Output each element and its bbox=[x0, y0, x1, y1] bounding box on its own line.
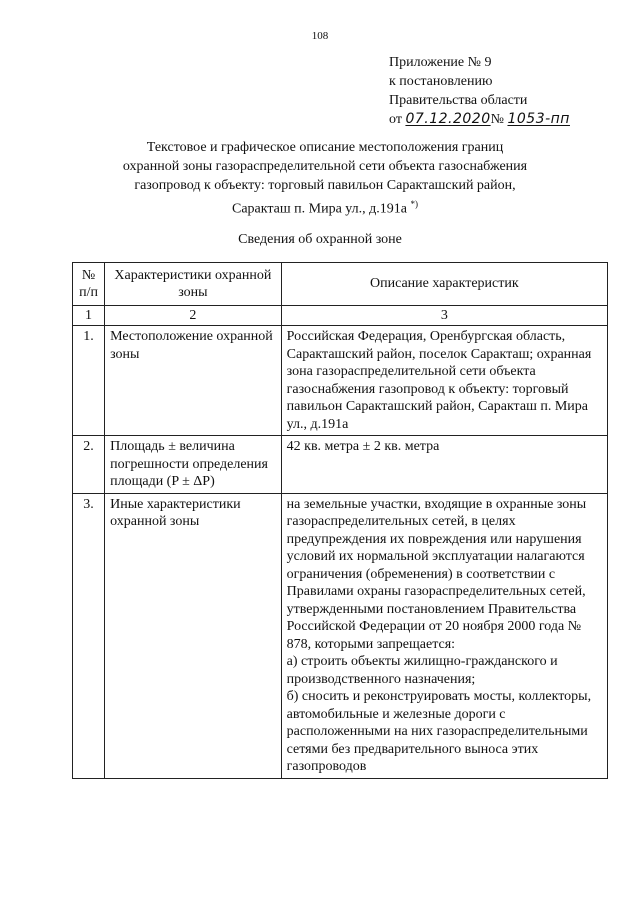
appendix-date-prefix: от bbox=[389, 112, 402, 127]
title-line-2: охранной зоны газораспределительной сети объекта газоснабжения bbox=[122, 159, 528, 174]
index-cell-2: 2 bbox=[105, 306, 282, 326]
row-description: 42 кв. метра ± 2 кв. метра bbox=[281, 436, 607, 494]
table-row bbox=[73, 436, 608, 494]
restriction-item-a: а) строить объекты жилищно-гражданского и производственного назначения; bbox=[286, 654, 558, 687]
header-characteristic: Характеристики охранной зоны bbox=[105, 263, 282, 306]
title-line-4 bbox=[90, 195, 560, 219]
document-title bbox=[90, 138, 560, 219]
table-row bbox=[73, 326, 608, 436]
header-num: № п/п bbox=[73, 263, 105, 306]
row-description bbox=[281, 493, 607, 778]
section-subtitle: Сведения об охранной зоне bbox=[238, 232, 402, 247]
row-num: 1. bbox=[73, 326, 105, 436]
title-line-4-text: Саракташ п. Мира ул., д.191а bbox=[231, 201, 408, 217]
number-sign: № bbox=[490, 112, 504, 127]
appendix-line-1: Приложение № 9 bbox=[389, 55, 492, 70]
appendix-date-line bbox=[389, 110, 570, 129]
table-header-row bbox=[73, 263, 608, 306]
row-description-text: на земельные участки, входящие в охранные зоны газораспределительных сетей, в целях предупреждения их повреждения или нарушения условий их нормальной эксплуатации налагаются ограничения (обременения) в соответствии с Правилами охраны газораспределительных сетей, утвержденными постановлением Правительства Российской Федерации от 20 ноября 2000 года № 878, которыми запрещается: bbox=[286, 496, 587, 652]
appendix-line-3: Правительства области bbox=[389, 93, 528, 108]
table-row bbox=[73, 493, 608, 778]
row-characteristic: Площадь ± величина погрешности определения площади (P ± ΔP) bbox=[105, 436, 282, 494]
row-characteristic: Местоположение охранной зоны bbox=[105, 326, 282, 436]
row-num: 3. bbox=[73, 493, 105, 778]
index-cell-3: 3 bbox=[281, 306, 607, 326]
appendix-line-2: к постановлению bbox=[389, 74, 493, 89]
row-num: 2. bbox=[73, 436, 105, 494]
zone-table bbox=[72, 262, 608, 779]
page-number: 108 bbox=[311, 30, 329, 42]
appendix-block bbox=[389, 53, 570, 129]
handwritten-date: 07.12.2020 bbox=[405, 111, 491, 127]
row-characteristic: Иные характеристики охранной зоны bbox=[105, 493, 282, 778]
row-description: Российская Федерация, Оренбургская область, Саракташский район, поселок Саракташ; охранная зона газораспределительной сети объекта газоснабжения газопровод к объекту: торговый павильон Саракташский район, Саракташ п. Мира ул., д.191а bbox=[281, 326, 607, 436]
title-line-1: Текстовое и графическое описание местоположения границ bbox=[146, 140, 504, 155]
table-index-row bbox=[73, 306, 608, 326]
title-line-3: газопровод к объекту: торговый павильон Саракташский район, bbox=[134, 178, 516, 193]
footnote-mark: *) bbox=[410, 199, 419, 209]
index-cell-1: 1 bbox=[73, 306, 105, 326]
restriction-item-b: б) сносить и реконструировать мосты, коллекторы, автомобильные и железные дороги с расположенными на них газораспределительными сетями без предварительного выноса этих газопроводов bbox=[286, 689, 592, 774]
handwritten-number: 1053-пп bbox=[507, 111, 570, 127]
header-description: Описание характеристик bbox=[281, 263, 607, 306]
